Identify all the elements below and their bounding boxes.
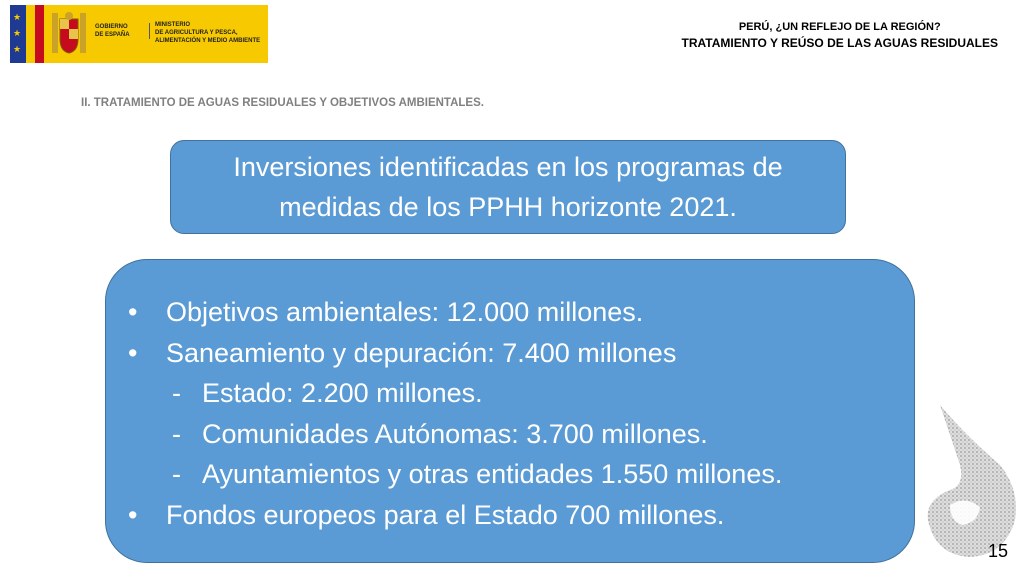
list-item-text: Saneamiento y depuración: 7.400 millones: [166, 337, 677, 368]
dash-marker: -: [172, 378, 181, 408]
bullet-marker: •: [128, 337, 138, 368]
section-title: II. TRATAMIENTO DE AGUAS RESIDUALES Y OBJETIVOS AMBIENTALES.: [81, 97, 484, 109]
list-item-text: Ayuntamientos y otras entidades 1.550 millones.: [202, 459, 783, 489]
presentation-header: [682, 20, 998, 52]
title-box: [170, 140, 846, 234]
coat-of-arms-icon: [48, 11, 90, 57]
content-box: [105, 259, 915, 563]
bullet-marker: •: [128, 297, 138, 327]
government-logo: [10, 5, 268, 63]
list-subitem: [128, 373, 914, 414]
header-line-1: PERÚ, ¿UN REFLEJO DE LA REGIÓN?: [738, 21, 941, 33]
dash-marker: -: [172, 418, 181, 449]
header-line-2: TRATAMIENTO Y REÚSO DE LAS AGUAS RESIDUALES: [681, 36, 998, 50]
investment-list: [128, 292, 914, 535]
list-subitem: [128, 414, 914, 455]
government-name: GOBIERNO DE ESPAÑA: [95, 23, 150, 39]
list-subitem: [128, 454, 914, 495]
list-item-text: Fondos europeos para el Estado 700 millones.: [166, 499, 725, 530]
list-item-text: Comunidades Autónomas: 3.700 millones.: [202, 418, 708, 449]
list-item: [128, 495, 914, 536]
page-number: 15: [987, 541, 1008, 561]
water-drop-icon: [920, 395, 1020, 560]
ministry-name: MINISTERIO DE AGRICULTURA Y PESCA, ALIMENTACIÓN Y MEDIO AMBIENTE: [155, 22, 261, 44]
list-item: [128, 333, 914, 374]
spain-flag-icon: ★ ★ ★: [10, 5, 44, 63]
dash-marker: -: [172, 459, 181, 489]
bullet-marker: •: [128, 499, 138, 530]
list-item: [128, 292, 914, 333]
list-item-text: Estado: 2.200 millones.: [202, 378, 483, 408]
title-box-text: Inversiones identificadas en los programas de medidas de los PPHH horizonte 2021.: [233, 152, 783, 222]
list-item-text: Objetivos ambientales: 12.000 millones.: [166, 297, 644, 327]
